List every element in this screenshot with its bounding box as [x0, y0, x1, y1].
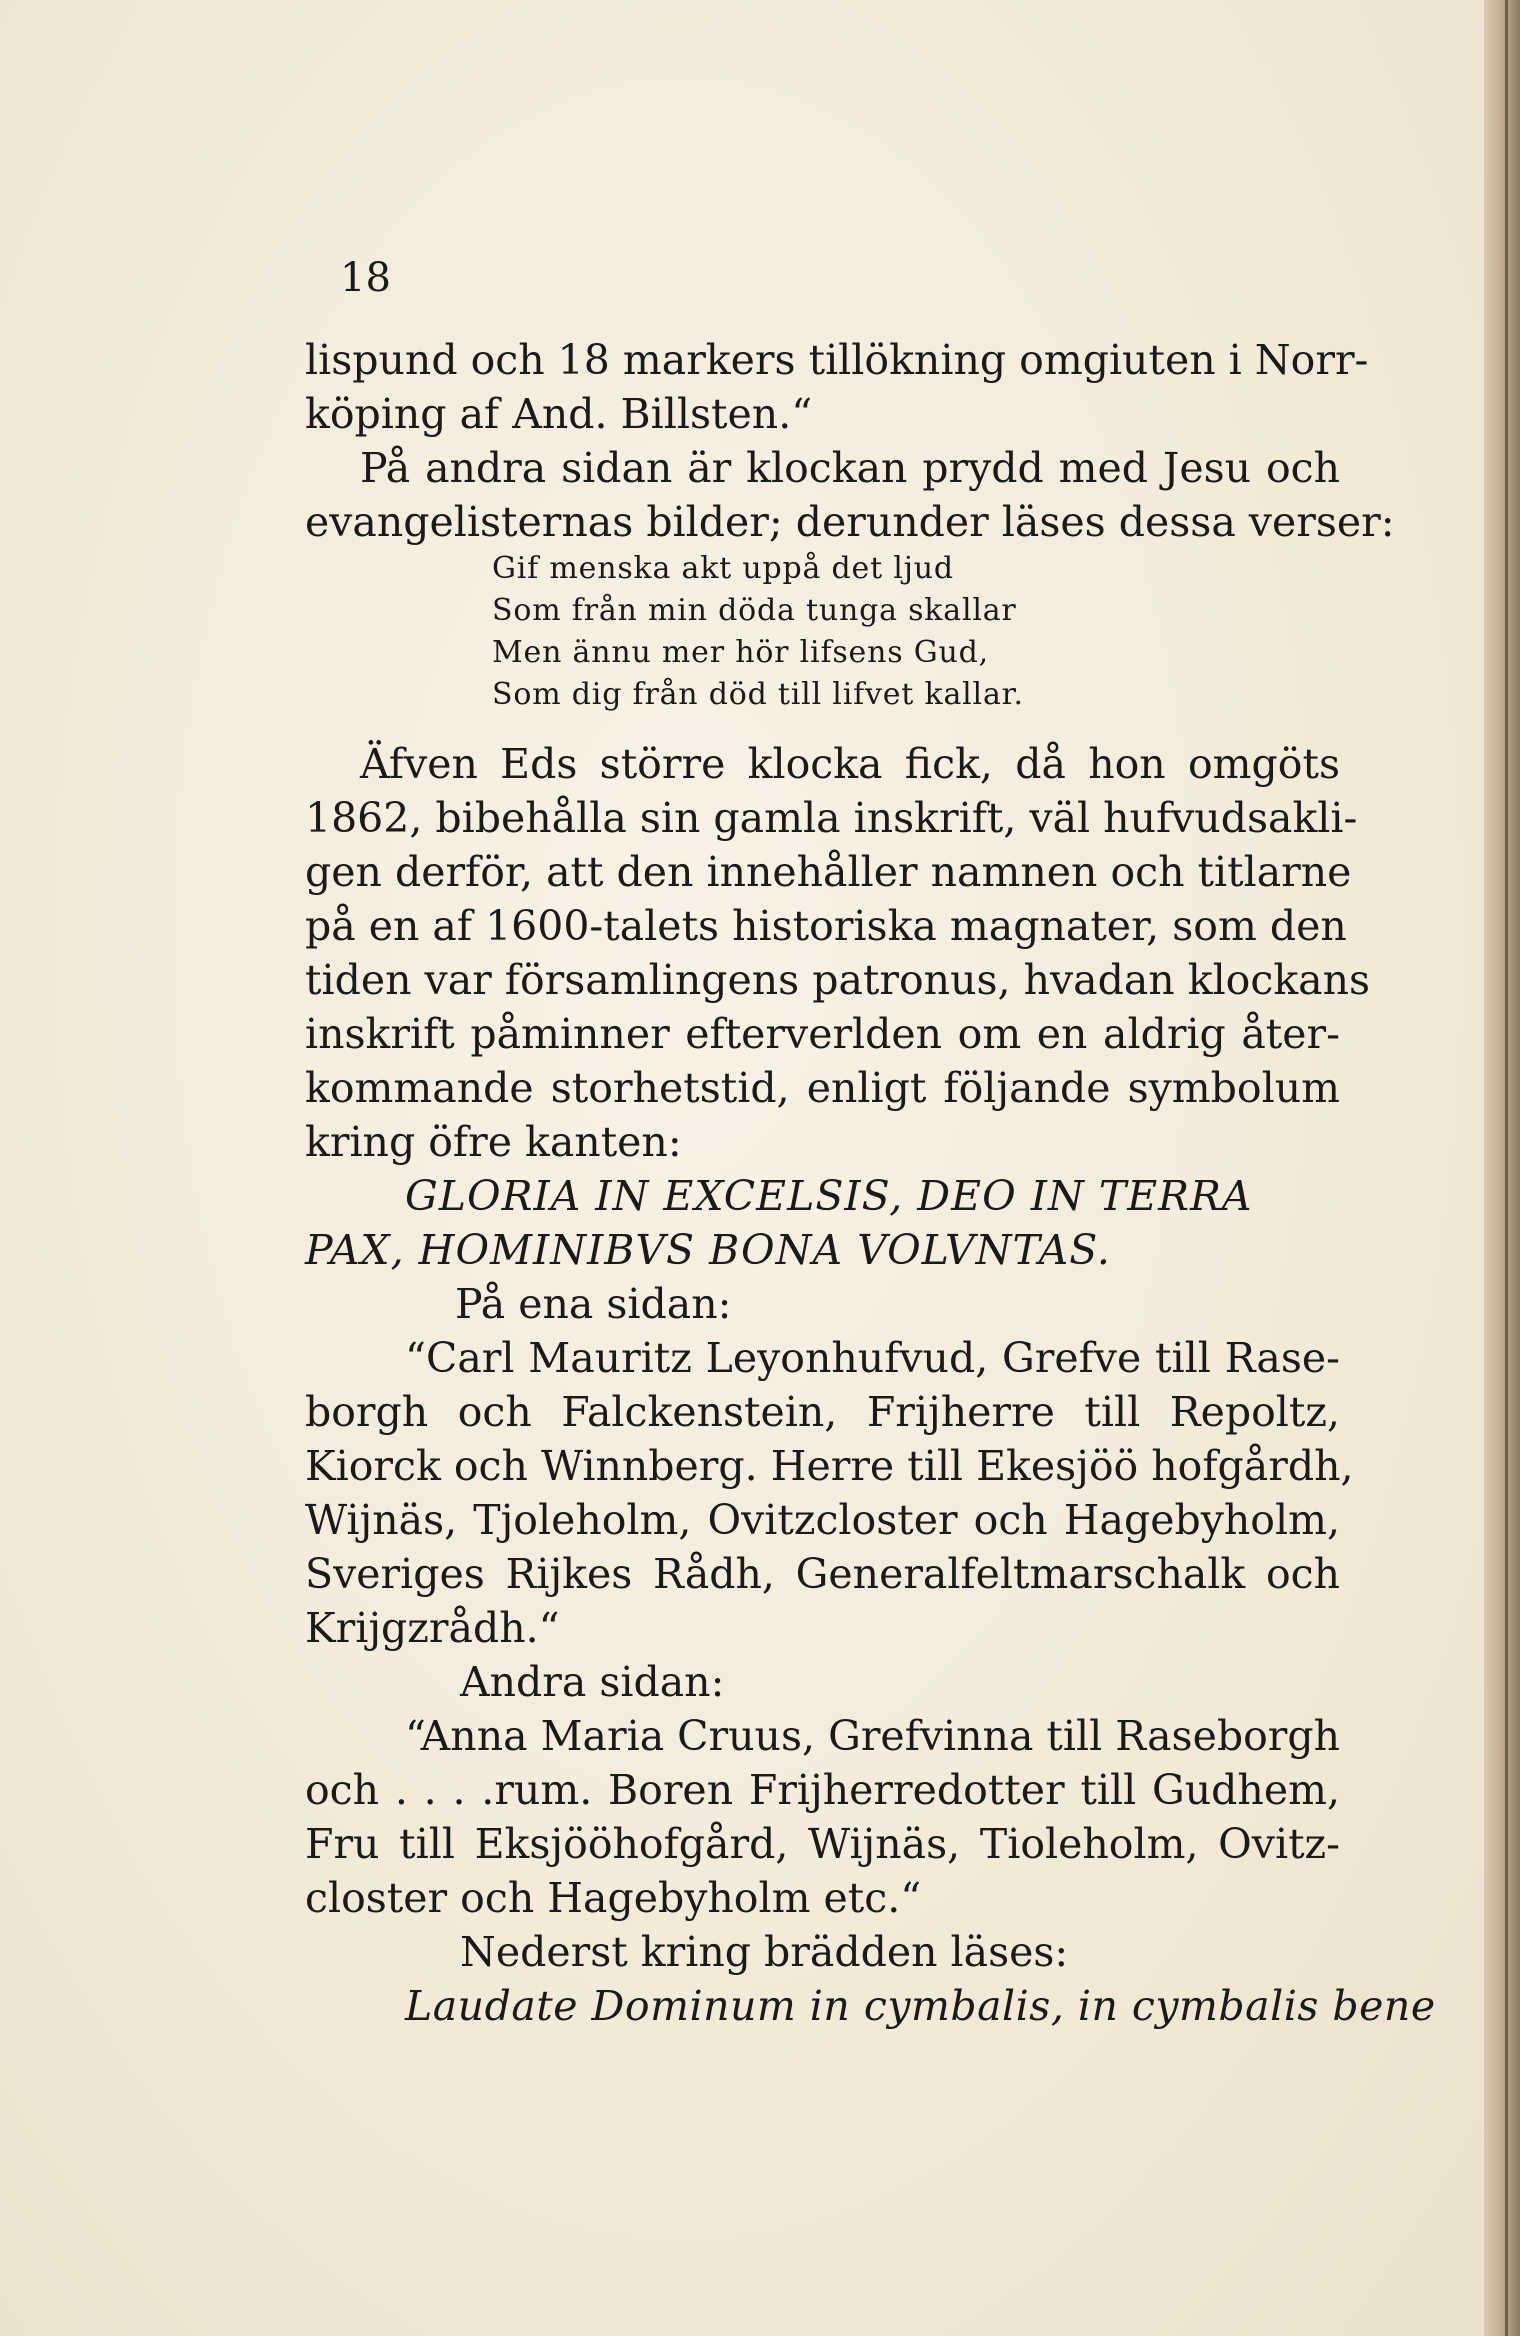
text-line: Wijnäs, Tjoleholm, Ovitzcloster och Hagebyholm, [305, 1496, 1340, 1544]
verse-line: Som dig från död till lifvet kallar. [492, 677, 1024, 712]
text-line: 1862, bibehålla sin gamla inskrift, väl hufvudsakli- [305, 794, 1358, 842]
section-intro: På ena sidan: [455, 1280, 732, 1328]
text-line: evangelisternas bilder; derunder läses dessa verser: [305, 498, 1395, 546]
text-line: borgh och Falckenstein, Frijherre till Repoltz, [305, 1388, 1340, 1436]
text-line: lispund och 18 markers tillökning omgiuten i Norr- [305, 336, 1369, 384]
text-line: Sveriges Rijkes Rådh, Generalfeltmarschalk och [305, 1550, 1340, 1598]
page-number: 18 [340, 255, 391, 301]
text-line: inskrift påminner efterverlden om en aldrig åter- [305, 1010, 1340, 1058]
text-line: kommande storhetstid, enligt följande symbolum [305, 1064, 1340, 1112]
text-line: gen derför, att den innehåller namnen och titlarne [305, 848, 1352, 896]
text-line: och . . . .rum. Boren Frijherredotter till Gudhem, [305, 1766, 1340, 1814]
verse-line: Men ännu mer hör lifsens Gud, [492, 635, 989, 670]
section-intro: Andra sidan: [460, 1658, 725, 1706]
text-line: “Anna Maria Cruus, Grefvinna till Raseborgh [405, 1712, 1341, 1760]
text-line: Fru till Eksjööhofgård, Wijnäs, Tioleholm, Ovitz- [305, 1820, 1340, 1868]
text-line: På andra sidan är klockan prydd med Jesu och [360, 444, 1340, 492]
inscription-line: PAX, HOMINIBVS BONA VOLVNTAS. [305, 1226, 1111, 1274]
page-edge-shadow [1505, 0, 1508, 2336]
verse-line: Som från min döda tunga skallar [492, 593, 1017, 628]
text-line: “Carl Mauritz Leyonhufvud, Grefve till Rase- [405, 1334, 1340, 1382]
text-line: Äfven Eds större klocka fick, då hon omgöts [360, 740, 1340, 788]
latin-line: Laudate Dominum in cymbalis, in cymbalis bene [405, 1982, 1436, 2030]
text-line: kring öfre kanten: [305, 1118, 682, 1166]
inscription-line: GLORIA IN EXCELSIS, DEO IN TERRA [405, 1172, 1253, 1220]
verse-line: Gif menska akt uppå det ljud [492, 551, 954, 586]
text-line: closter och Hagebyholm etc.“ [305, 1874, 922, 1922]
text-line: köping af And. Billsten.“ [305, 390, 813, 438]
page-binding-edge [1484, 0, 1520, 2336]
text-line: tiden var församlingens patronus, hvadan klockans [305, 956, 1371, 1004]
text-line: Kiorck och Winnberg. Herre till Ekesjöö hofgårdh, [305, 1442, 1354, 1490]
section-intro: Nederst kring brädden läses: [460, 1928, 1069, 1976]
text-line: Krijgzrådh.“ [305, 1604, 560, 1652]
text-line: på en af 1600-talets historiska magnater, som den [305, 902, 1347, 950]
